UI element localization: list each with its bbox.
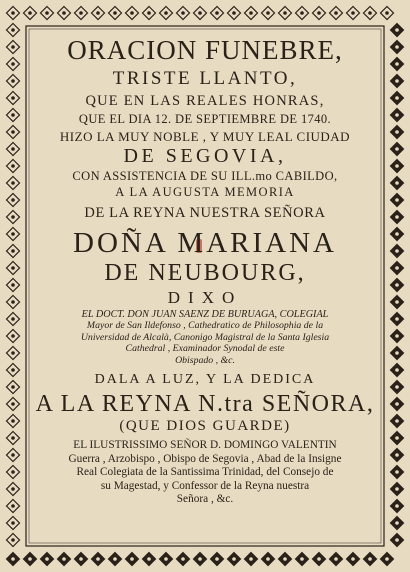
- border-ornament: [75, 7, 88, 20]
- border-ornament: [391, 262, 404, 275]
- title-line-mariana: DOÑA MARIANA: [73, 226, 337, 259]
- border-ornament: [347, 7, 360, 20]
- border-ornament: [391, 228, 404, 241]
- border-ornament: [58, 553, 71, 566]
- border-ornament: [364, 7, 377, 20]
- title-line-neubourg: DE NEUBOURG,: [104, 259, 306, 286]
- border-ornament: [391, 415, 404, 428]
- border-ornament: [391, 466, 404, 479]
- author-line: Mayor de San Ildefonso , Cathedratico de Philosophia de la: [86, 320, 324, 331]
- border-ornament: [391, 381, 404, 394]
- border-ornament: [391, 330, 404, 343]
- border-ornament: [391, 143, 404, 156]
- border-ornament: [7, 415, 20, 428]
- title-line-segovia: DE SEGOVIA,: [123, 145, 287, 167]
- title-line-reyna: DE LA REYNA NUESTRA SEÑORA: [84, 205, 326, 221]
- border-ornament: [279, 7, 292, 20]
- border-ornament: [391, 211, 404, 224]
- border-ornament: [92, 553, 105, 566]
- border-ornament: [330, 553, 343, 566]
- border-ornament: [245, 7, 258, 20]
- border-ornament: [391, 500, 404, 513]
- border-ornament: [313, 553, 326, 566]
- border-ornament: [7, 364, 20, 377]
- author-line: Universidad de Alcalà, Canonigo Magistral de la Santa Iglesia: [80, 331, 330, 343]
- border-ornament: [177, 553, 190, 566]
- border-ornament: [160, 7, 173, 20]
- border-ornament: [41, 7, 54, 20]
- border-ornament: [7, 330, 20, 343]
- title-page-text: [34, 34, 376, 540]
- border-ornament: [24, 7, 37, 20]
- patron-line: Guerra , Arzobispo , Obispo de Segovia , Abad de la Insigne: [68, 452, 342, 465]
- author-line: Cathedral , Examinador Synodal de este: [125, 343, 285, 354]
- border-ornament: [7, 500, 20, 513]
- border-ornament: [391, 24, 404, 37]
- title-line-cabildo: CON ASSISTENCIA DE SU ILL.mo CABILDO,: [72, 169, 338, 183]
- title-line-ciudad: HIZO LA MUY NOBLE , Y MUY LEAL CIUDAD: [59, 129, 351, 144]
- border-ornament: [391, 75, 404, 88]
- border-ornament: [7, 92, 20, 105]
- border-ornament: [347, 553, 360, 566]
- title-line-triste: TRISTE LLANTO,: [112, 68, 298, 89]
- title-line-date: QUE EL DIA 12. DE SEPTIEMBRE DE 1740.: [78, 111, 332, 126]
- border-ornament: [7, 126, 20, 139]
- border-ornament: [391, 313, 404, 326]
- border-ornament: [313, 7, 326, 20]
- border-ornament: [7, 398, 20, 411]
- border-ornament: [245, 553, 258, 566]
- border-ornament: [7, 211, 20, 224]
- border-ornament: [381, 553, 394, 566]
- border-ornament: [7, 143, 20, 156]
- border-ornament: [7, 228, 20, 241]
- border-ornament: [7, 553, 20, 566]
- border-ornament: [391, 347, 404, 360]
- border-ornament: [391, 109, 404, 122]
- border-ornament: [7, 381, 20, 394]
- border-ornament: [7, 24, 20, 37]
- border-ornament: [7, 432, 20, 445]
- title-line-oracion: ORACION FUNEBRE,: [67, 35, 343, 65]
- border-ornament: [391, 534, 404, 547]
- border-ornament: [391, 177, 404, 190]
- border-ornament: [228, 7, 241, 20]
- border-ornament: [58, 7, 71, 20]
- border-ornament: [7, 279, 20, 292]
- border-ornament: [391, 58, 404, 71]
- author-line: Obispado , &c.: [175, 354, 235, 366]
- border-ornament: [391, 449, 404, 462]
- border-ornament: [7, 517, 20, 530]
- border-ornament: [41, 553, 54, 566]
- border-ornament: [296, 553, 309, 566]
- border-ornament: [177, 7, 190, 20]
- border-ornament: [160, 553, 173, 566]
- border-ornament: [296, 7, 309, 20]
- title-line-reyna-senora: A LA REYNA N.tra SEÑORA,: [35, 391, 375, 417]
- border-ornament: [330, 7, 343, 20]
- border-ornament: [391, 432, 404, 445]
- patron-line: Real Colegiata de la Santissima Trinidad, del Consejo de: [76, 466, 334, 478]
- border-ornament: [92, 7, 105, 20]
- title-line-dedica: DALA A LUZ, Y LA DEDICA: [94, 372, 316, 387]
- border-ornament: [391, 483, 404, 496]
- border-ornament: [7, 262, 20, 275]
- border-ornament: [391, 160, 404, 173]
- border-ornament: [7, 194, 20, 207]
- border-ornament: [391, 41, 404, 54]
- border-ornament: [391, 92, 404, 105]
- border-ornament: [7, 75, 20, 88]
- border-ornament: [75, 553, 88, 566]
- border-ornament: [7, 245, 20, 258]
- border-ornament: [391, 364, 404, 377]
- border-ornament: [109, 553, 122, 566]
- border-ornament: [262, 553, 275, 566]
- border-ornament: [211, 7, 224, 20]
- border-ornament: [7, 449, 20, 462]
- border-ornament: [7, 466, 20, 479]
- border-ornament: [391, 296, 404, 309]
- border-ornament: [391, 279, 404, 292]
- border-ornament: [7, 347, 20, 360]
- border-ornament: [7, 160, 20, 173]
- border-ornament: [7, 58, 20, 71]
- title-line-dixo: DIXO: [167, 287, 243, 307]
- title-line-memoria: A LA AUGUSTA MEMORIA: [115, 184, 295, 199]
- patron-line: EL ILUSTRISSIMO SEÑOR D. DOMINGO VALENTIN: [73, 439, 337, 451]
- border-ornament: [7, 41, 20, 54]
- border-ornament: [391, 245, 404, 258]
- border-ornament: [194, 553, 207, 566]
- border-ornament: [228, 553, 241, 566]
- border-ornament: [7, 313, 20, 326]
- border-ornament: [7, 483, 20, 496]
- border-ornament: [126, 553, 139, 566]
- border-ornament: [391, 126, 404, 139]
- border-ornament: [126, 7, 139, 20]
- border-ornament: [109, 7, 122, 20]
- border-ornament: [279, 553, 292, 566]
- title-line-dios-guarde: (QUE DIOS GUARDE): [119, 418, 291, 434]
- border-ornament: [381, 7, 394, 20]
- border-ornament: [211, 553, 224, 566]
- border-ornament: [7, 534, 20, 547]
- patron-line: su Magestad, y Confessor de la Reyna nuestra: [100, 479, 310, 492]
- border-ornament: [391, 398, 404, 411]
- border-ornament: [24, 553, 37, 566]
- border-ornament: [7, 296, 20, 309]
- border-ornament: [7, 177, 20, 190]
- border-ornament: [391, 517, 404, 530]
- border-ornament: [262, 7, 275, 20]
- border-ornament: [364, 553, 377, 566]
- title-line-honras: QUE EN LAS REALES HONRAS,: [85, 93, 325, 109]
- border-ornament: [7, 7, 20, 20]
- border-ornament: [143, 553, 156, 566]
- patron-line: Señora , &c.: [176, 493, 234, 505]
- border-ornament: [194, 7, 207, 20]
- border-ornament: [7, 109, 20, 122]
- author-line: EL DOCT. DON JUAN SAENZ DE BURUAGA, COLEGIAL: [81, 308, 329, 320]
- border-ornament: [391, 194, 404, 207]
- border-ornament: [143, 7, 156, 20]
